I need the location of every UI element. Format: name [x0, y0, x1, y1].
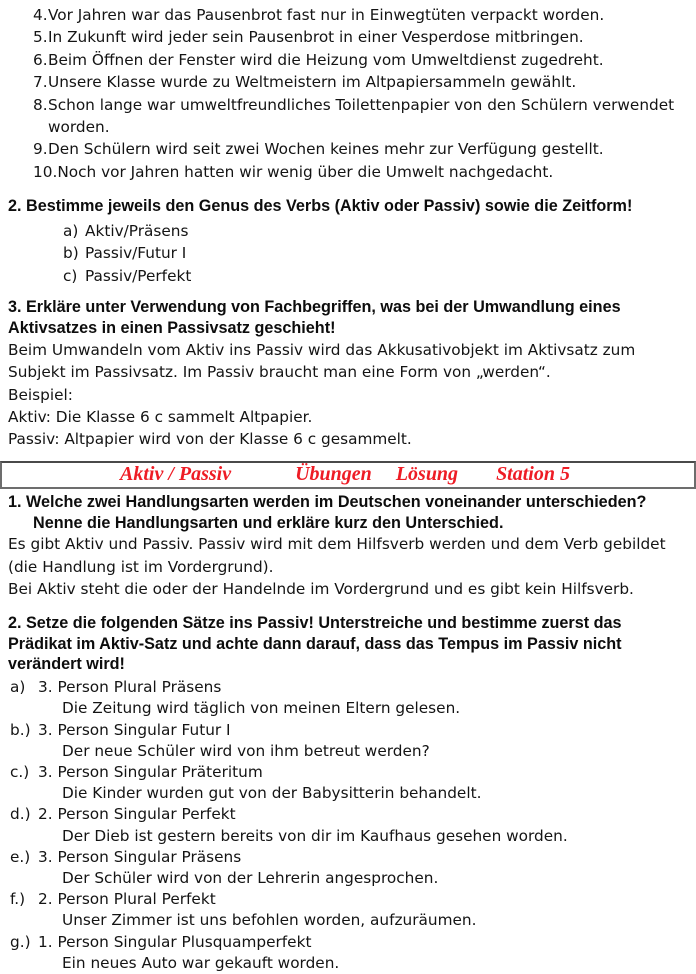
passive-item	[0, 847, 696, 889]
task1-heading-line2: Nenne die Handlungsarten und erkläre kurz den Unterschied.	[33, 513, 504, 532]
passive-item-label-row	[0, 720, 696, 741]
passive-item-label: a)	[10, 678, 26, 697]
worksheet-station-label: Station 5	[496, 463, 570, 486]
passive-item-sentence: Die Zeitung wird täglich von meinen Eltern gelesen.	[62, 699, 461, 718]
passive-item-label: c.)	[10, 762, 30, 781]
passive-item-label-row	[0, 762, 696, 783]
passive-item-tense: 3. Person Singular Präsens	[38, 847, 242, 866]
passive-item	[0, 677, 696, 719]
task1-heading-line1: 1. Welche zwei Handlungsarten werden im Deutschen voneinander unterschieden?	[8, 492, 647, 511]
list-item	[33, 26, 686, 48]
passive-item-tense: 3. Person Singular Futur I	[38, 720, 231, 739]
option-row	[63, 242, 696, 264]
beispiel-label: Beispiel:	[8, 385, 73, 404]
task2b-heading: 2. Setze die folgenden Sätze ins Passiv! Unterstreiche und bestimme zuerst das Prädikat im Aktiv-Satz und achte dann darauf, dass das Tempus im Passiv nicht verändert wird!	[8, 613, 622, 674]
aktiv-example: Aktiv: Die Klasse 6 c sammelt Altpapier.	[8, 408, 313, 427]
item-text: Schon lange war umweltfreundliches Toilettenpapier von den Schülern verwendet worden.	[48, 95, 675, 137]
worksheet-title: Aktiv / Passiv	[120, 463, 232, 486]
passive-item-sentence: Der Schüler wird von der Lehrerin angesprochen.	[62, 868, 439, 887]
task1-answer-1: Es gibt Aktiv und Passiv. Passiv wird mit dem Hilfsverb werden und dem Verb gebildet (die Handlung ist im Vordergrund).	[8, 535, 666, 576]
item-number: 5.	[33, 28, 48, 47]
passive-item	[0, 762, 696, 804]
option-text: Passiv/Futur I	[85, 244, 187, 263]
item-text: Noch vor Jahren hatten wir wenig über die Umwelt nachgedacht.	[57, 162, 554, 181]
passive-item-tense: 1. Person Singular Plusquamperfekt	[38, 932, 312, 951]
title-bar	[0, 461, 696, 489]
passive-item-sentence: Die Kinder wurden gut von der Babysitterin behandelt.	[62, 784, 482, 803]
item-number: 4.	[33, 6, 48, 24]
option-label: c)	[63, 266, 78, 285]
item-text: Beim Öffnen der Fenster wird die Heizung vom Umweltdienst zugedreht.	[48, 50, 604, 69]
passive-item-label: f.)	[10, 890, 26, 909]
worksheet-solution-label: Lösung	[395, 463, 459, 486]
task2b-item-list	[0, 677, 696, 974]
passive-item-sentence: Der neue Schüler wird von ihm betreut werden?	[62, 741, 430, 760]
passive-item-tense: 3. Person Singular Präteritum	[38, 762, 263, 781]
list-item	[33, 94, 686, 139]
passive-item-label: g.)	[10, 932, 31, 951]
exercise-sentence-list	[0, 4, 696, 183]
option-text: Aktiv/Präsens	[85, 222, 189, 241]
passive-item-sentence: Ein neues Auto war gekauft worden.	[62, 953, 340, 972]
task2-heading: 2. Bestimme jeweils den Genus des Verbs (Aktiv oder Passiv) sowie die Zeitform!	[8, 197, 633, 216]
option-label: a)	[63, 222, 79, 241]
item-text: Den Schülern wird seit zwei Wochen keines mehr zur Verfügung gestellt.	[48, 140, 604, 159]
passiv-example: Passiv: Altpapier wird von der Klasse 6 c gesammelt.	[8, 430, 412, 449]
item-text: Vor Jahren war das Pausenbrot fast nur in Einwegtüten verpackt worden.	[48, 6, 605, 24]
item-number: 6.	[33, 50, 48, 69]
passive-item-label-row	[0, 677, 696, 698]
task1-answer-2: Bei Aktiv steht die oder der Handelnde im Vordergrund und es gibt kein Hilfsverb.	[8, 580, 634, 599]
passive-item	[0, 720, 696, 762]
passive-item-sentence: Unser Zimmer ist uns befohlen worden, aufzuräumen.	[62, 911, 477, 930]
item-number: 9.	[33, 140, 48, 159]
task2-options	[0, 220, 696, 287]
option-row	[63, 220, 696, 242]
passive-item-label-row	[0, 804, 696, 825]
passive-item-sentence: Der Dieb ist gestern bereits von dir im Kaufhaus gesehen worden.	[62, 826, 568, 845]
passive-item	[0, 889, 696, 931]
list-item	[33, 161, 686, 183]
passive-item-label: b.)	[10, 720, 31, 739]
item-text: In Zukunft wird jeder sein Pausenbrot in einer Vesperdose mitbringen.	[48, 28, 584, 47]
passive-item-tense: 3. Person Plural Präsens	[38, 678, 222, 697]
list-item	[33, 71, 686, 93]
passive-item-label: e.)	[10, 847, 31, 866]
passive-item-label-row	[0, 932, 696, 953]
list-item	[33, 4, 686, 26]
passive-item-label-row	[0, 889, 696, 910]
item-text: Unsere Klasse wurde zu Weltmeistern im Altpapiersammeln gewählt.	[48, 73, 577, 92]
list-item	[33, 49, 686, 71]
passive-item	[0, 804, 696, 846]
task3-answer: Beim Umwandeln vom Aktiv ins Passiv wird das Akkusativobjekt im Aktivsatz zum Subjekt im Passivsatz. Im Passiv braucht man eine Form von „werden“.	[8, 340, 636, 382]
passive-item-label-row	[0, 847, 696, 868]
item-number: 7.	[33, 73, 48, 92]
item-number: 8.	[33, 95, 48, 114]
passive-item-tense: 2. Person Singular Perfekt	[38, 805, 236, 824]
passive-item-tense: 2. Person Plural Perfekt	[38, 890, 216, 909]
option-row	[63, 265, 696, 287]
task1-heading	[0, 492, 696, 534]
list-item	[33, 138, 686, 160]
passive-item-label: d.)	[10, 805, 31, 824]
worksheet-subtitle: Übungen	[295, 463, 372, 486]
option-text: Passiv/Perfekt	[85, 266, 192, 285]
item-number: 10.	[33, 162, 58, 181]
task3-heading: 3. Erkläre unter Verwendung von Fachbegriffen, was bei der Umwandlung eines Aktivsatzes in einen Passivsatz geschieht!	[8, 298, 621, 338]
option-label: b)	[63, 244, 79, 263]
